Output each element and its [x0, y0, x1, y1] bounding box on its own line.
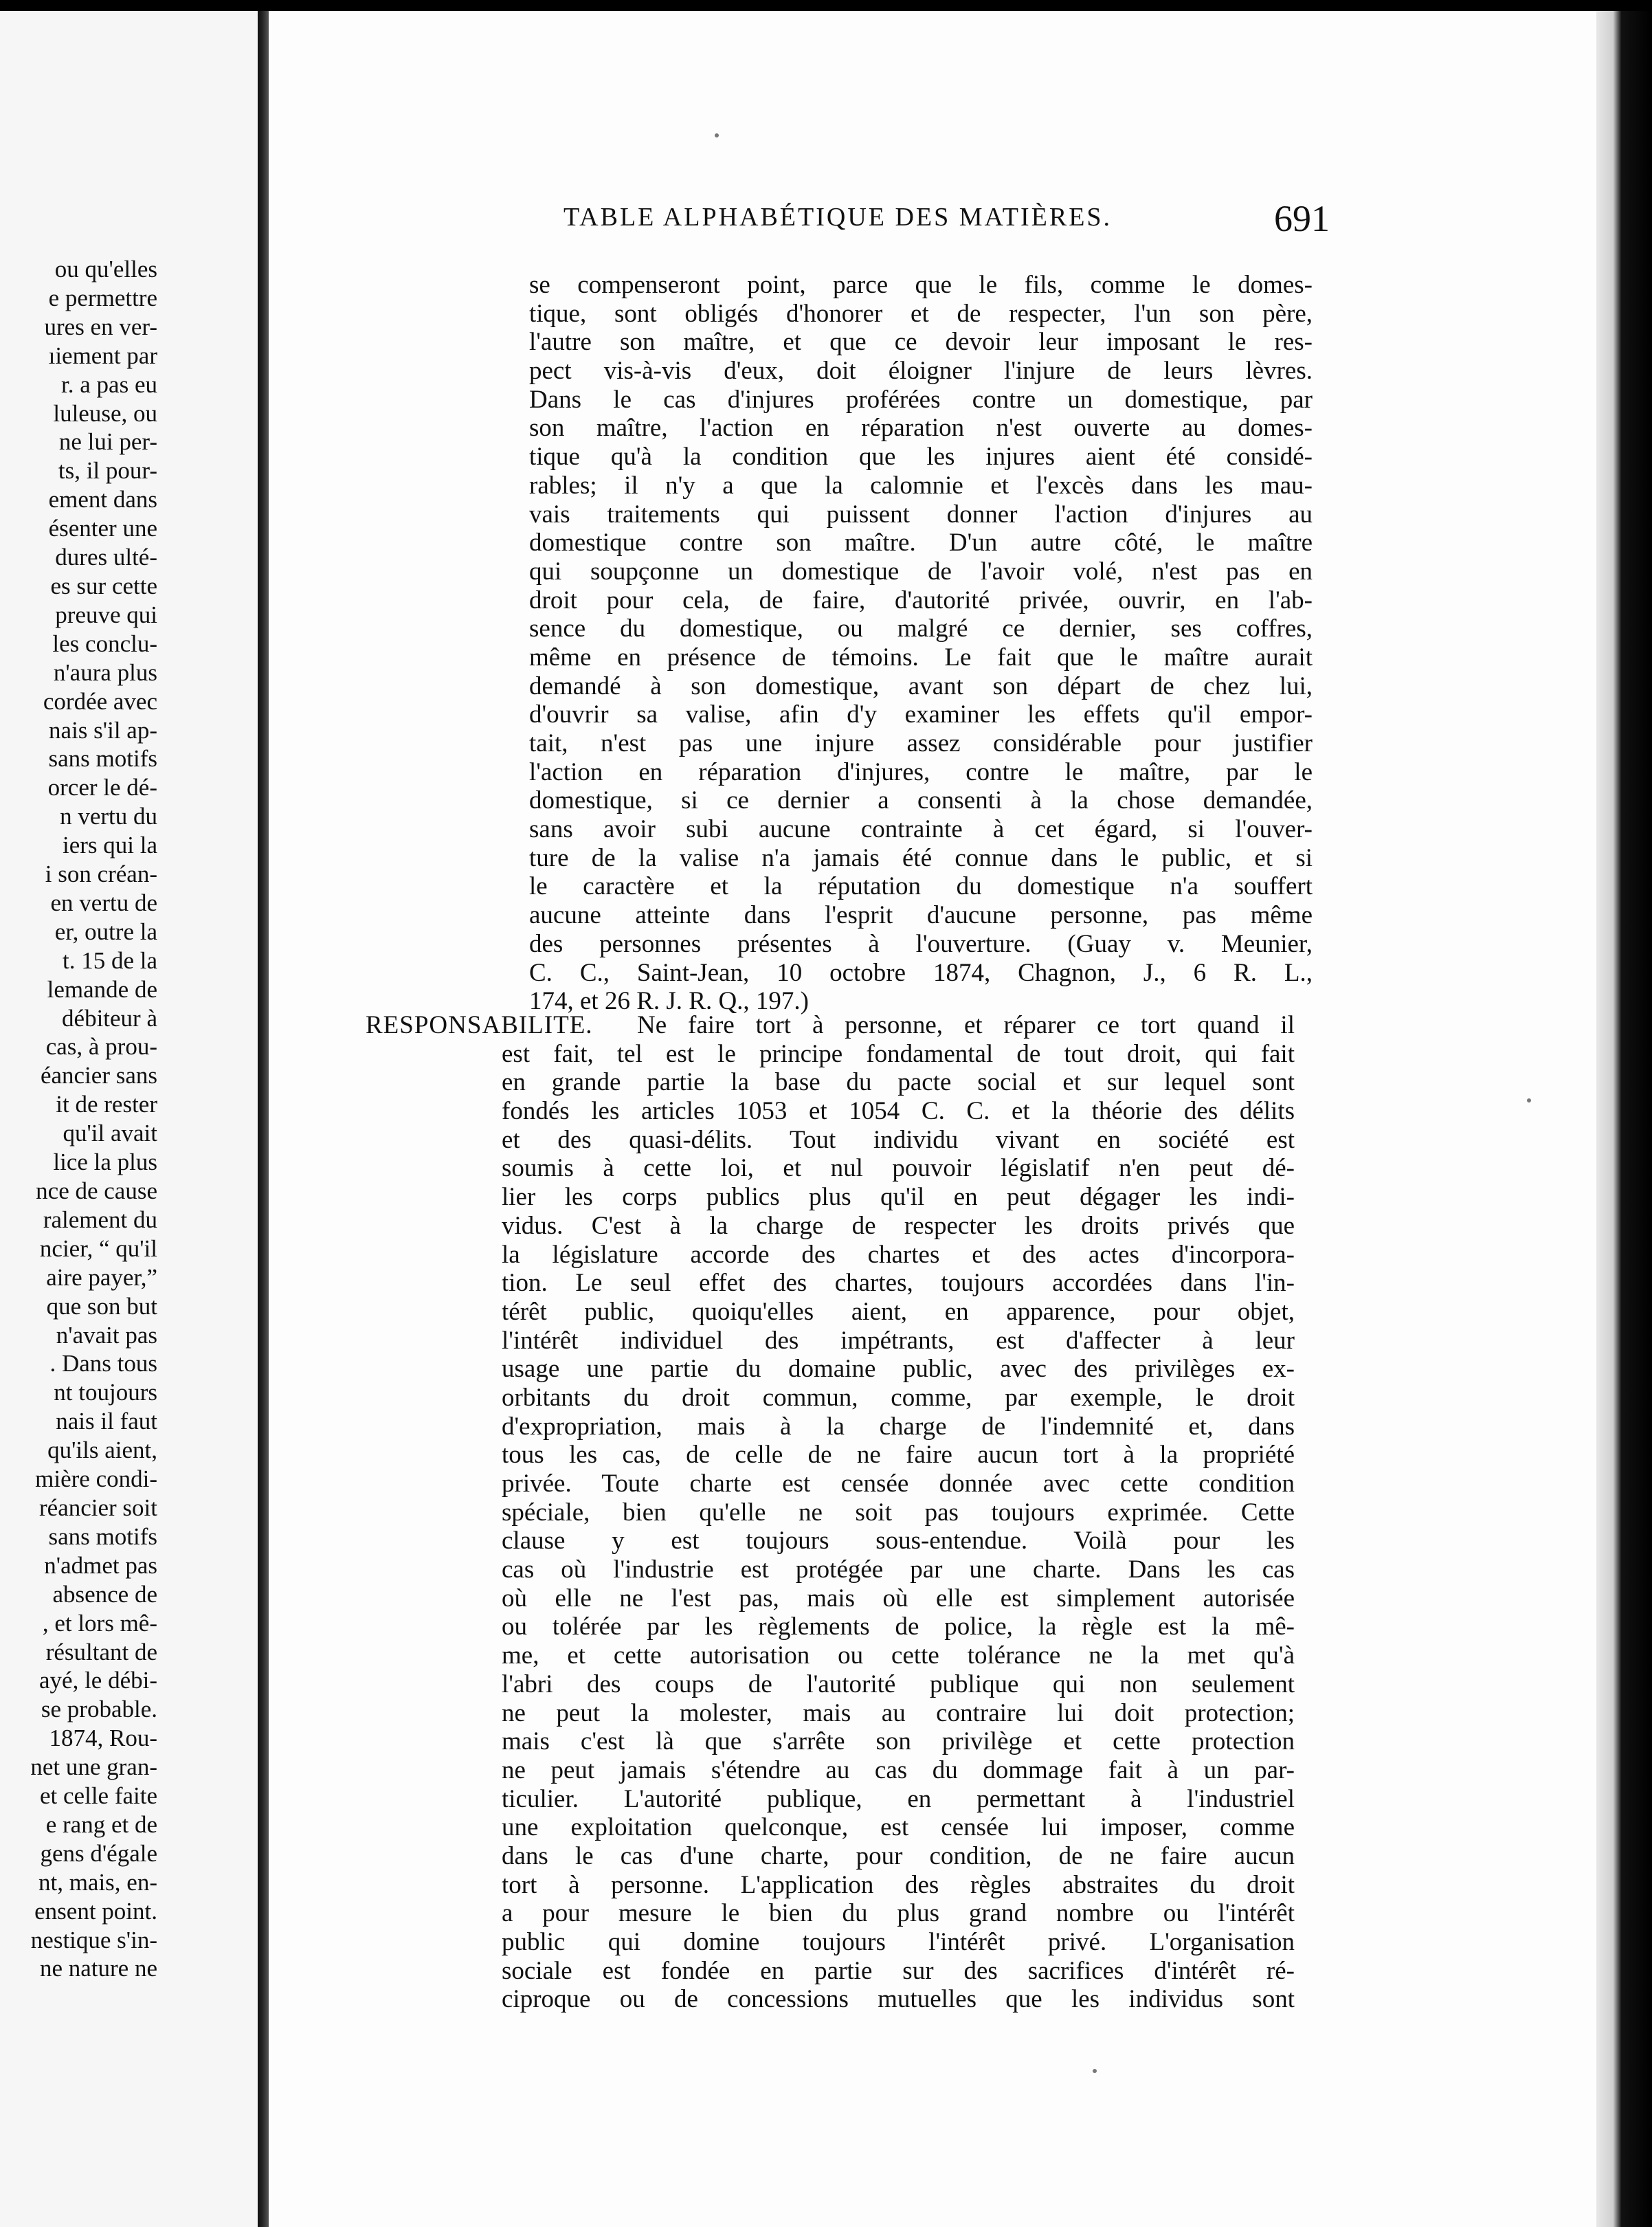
entry-line: une exploitation quelconque, est censée lui imposer, comme: [502, 1813, 1295, 1842]
scan-border-top: [0, 0, 1652, 11]
entry-line: l'action en réparation d'injures, contre le maître, par le: [529, 757, 1313, 786]
entry-line: aucune atteinte dans l'esprit d'aucune personne, pas même: [529, 901, 1313, 930]
left-page-line: nt toujours: [54, 1379, 157, 1406]
entry-line: C. C., Saint-Jean, 10 octobre 1874, Chagnon, J., 6 R. L.,: [529, 958, 1313, 987]
entry-line: rables; il n'y a que la calomnie et l'excès dans les mau-: [529, 471, 1313, 500]
left-page-line: les conclu-: [52, 630, 157, 657]
entry-line: 174, et 26 R. J. R. Q., 197.): [529, 987, 809, 1016]
left-page-line: 1874, Rou-: [49, 1725, 157, 1752]
left-page-line: sans motifs: [48, 1522, 157, 1550]
left-page-line: ne lui per-: [58, 428, 157, 456]
left-page-line: preuve qui: [55, 601, 157, 628]
entry-line: ne peut la molester, mais au contraire lui doit protection;: [502, 1698, 1295, 1727]
entry-headword: RESPONSABILITE.: [366, 1011, 593, 1039]
entry-line: d'ouvrir sa valise, afin d'y examiner les effets qu'il empor-: [529, 700, 1313, 729]
left-page-line: it de rester: [56, 1091, 157, 1118]
left-page-line: lemande de: [47, 975, 157, 1003]
entry-line: fondés les articles 1053 et 1054 C. C. et la théorie des délits: [502, 1097, 1295, 1126]
left-page-line: nce de cause: [36, 1177, 157, 1204]
left-page-line: résultant de: [45, 1638, 157, 1665]
entry-line: tous les cas, de celle de ne faire aucun tort à la propriété: [502, 1441, 1295, 1470]
left-page-line: nestique s'in-: [30, 1926, 157, 1953]
entry-line: me, et cette autorisation ou cette tolérance ne la met qu'à: [502, 1641, 1295, 1670]
page-number: 691: [1274, 198, 1330, 239]
left-page-line: se probable.: [41, 1696, 157, 1723]
left-page-line: es sur cette: [50, 572, 157, 599]
entry-line: d'expropriation, mais à la charge de l'indemnité et, dans: [502, 1412, 1295, 1441]
entry-line: où elle ne l'est pas, mais où elle est simplement autorisée: [502, 1584, 1295, 1613]
left-page-line: n vertu du: [60, 803, 157, 830]
entry-line: a pour mesure le bien du plus grand nombre ou l'intérêt: [502, 1899, 1295, 1928]
left-page-line: qu'il avait: [63, 1120, 157, 1147]
entry-line: sence du domestique, ou malgré ce dernier, ses coffres,: [529, 614, 1313, 643]
entry-line: vidus. C'est à la charge de respecter les droits privés que: [502, 1211, 1295, 1240]
entry-line: demandé à son domestique, avant son départ de chez lui,: [529, 672, 1313, 700]
running-head: TABLE ALPHABÉTIQUE DES MATIÈRES.: [563, 203, 1113, 232]
scan-speck: [1527, 1098, 1531, 1103]
entry-line: sociale est fondée en partie sur des sacrifices d'intérêt ré-: [502, 1956, 1295, 1985]
left-page-line: ou qu'elles: [54, 256, 157, 282]
entry-line: clause y est toujours sous-entendue. Voilà pour les: [502, 1527, 1295, 1555]
entry-line: Dans le cas d'injures proférées contre un domestique, par: [529, 385, 1313, 414]
left-page-line: que son but: [46, 1292, 157, 1320]
left-page-line: ayé, le débi-: [39, 1667, 157, 1694]
entry-line: pect vis-à-vis d'eux, doit éloigner l'injure de leurs lèvres.: [529, 357, 1313, 386]
entry-line: se compenseront point, parce que le fils, comme le domes-: [529, 271, 1313, 299]
left-page-line: net une gran-: [30, 1753, 157, 1781]
entry-line: et des quasi-délits. Tout individu vivant en société est: [502, 1125, 1295, 1154]
entry-line: soumis à cette loi, et nul pouvoir législatif n'en peut dé-: [502, 1154, 1295, 1183]
entry-line: l'abri des coups de l'autorité publique qui non seulement: [502, 1670, 1295, 1698]
left-page-line: nais s'il ap-: [49, 716, 157, 744]
entry-line: sans avoir subi aucune contrainte à cet égard, si l'ouver-: [529, 815, 1313, 844]
left-page-line: ne nature ne: [39, 1955, 157, 1982]
left-page-line: aire payer,”: [46, 1263, 157, 1291]
left-page-line: lice la plus: [53, 1149, 157, 1176]
left-page-line: en vertu de: [50, 889, 157, 916]
left-page-line: orcer le dé-: [47, 774, 157, 801]
entry-line: spéciale, bien qu'elle ne soit pas toujours exprimée. Cette: [502, 1498, 1295, 1527]
left-page-line: cordée avec: [43, 687, 157, 715]
left-page-line: ures en ver-: [44, 313, 157, 340]
left-page-line: débiteur à: [62, 1004, 157, 1032]
left-page-line: nais il faut: [56, 1408, 157, 1435]
entry-line: tion. Le seul effet des chartes, toujours accordées dans l'in-: [502, 1269, 1295, 1298]
left-page-line: ıiement par: [48, 342, 157, 369]
entry-line: est fait, tel est le principe fondamental de tout droit, qui fait: [502, 1039, 1295, 1068]
left-page-line: n'aura plus: [53, 658, 157, 686]
entry-line: lier les corps publics plus qu'il en peut dégager les indi-: [502, 1183, 1295, 1212]
entry-line: en grande partie la base du pacte social et sur lequel sont: [502, 1068, 1295, 1097]
left-page-line: et celle faite: [40, 1782, 157, 1810]
left-page-line: sans motifs: [48, 745, 157, 773]
scan-speck: [715, 133, 719, 137]
left-page-line: éancier sans: [40, 1062, 157, 1089]
left-page-line: ésenter une: [48, 515, 157, 542]
entry-line: tait, n'est pas une injure assez considérable pour justifier: [529, 729, 1313, 757]
left-page-line: ncier, “ qu'il: [39, 1234, 157, 1262]
left-page-line: t. 15 de la: [62, 946, 157, 974]
entry-line: orbitants du droit commun, comme, par exemple, le droit: [502, 1383, 1295, 1412]
entry-line: domestique, si ce dernier a consenti à la chose demandée,: [529, 786, 1313, 815]
entry-line: tique qu'à la condition que les injures aient été considé-: [529, 443, 1313, 472]
left-page-line: luleuse, ou: [53, 399, 157, 427]
left-page-line: er, outre la: [54, 918, 157, 945]
scan-border-right: [1596, 11, 1652, 2227]
left-page-line: dures ulté-: [55, 544, 157, 571]
entry-line: domestique contre son maître. D'un autre côté, le maître: [529, 529, 1313, 557]
entry-line: tort à personne. L'application des règles abstraites du droit: [502, 1870, 1295, 1899]
left-page-line: ensent point.: [34, 1897, 157, 1925]
entry-line: mais c'est là que s'arrête son privilège et cette protection: [502, 1727, 1295, 1756]
left-page-line: , et lors mê-: [42, 1609, 157, 1637]
left-page-text-column: [0, 255, 157, 1983]
left-page-line: ralement du: [43, 1206, 157, 1233]
left-page-line: n'admet pas: [44, 1551, 157, 1579]
left-page-line: gens d'égale: [40, 1839, 157, 1867]
entry-line: droit pour cela, de faire, d'autorité privée, ouvrir, en l'ab-: [529, 586, 1313, 614]
left-page-line: mière condi-: [35, 1465, 157, 1493]
entry-line: ou tolérée par les règlements de police, la règle est la mê-: [502, 1613, 1295, 1641]
entry-responsabilite: [366, 1011, 1295, 2014]
entry-line: la législature accorde des chartes et des actes d'incorpora-: [502, 1240, 1295, 1269]
entry-line: ticulier. L'autorité publique, en permettant à l'industriel: [502, 1784, 1295, 1813]
entry-line: même en présence de témoins. Le fait que le maître aurait: [529, 643, 1313, 672]
left-page-line: ts, il pour-: [58, 457, 157, 485]
entry-line: public qui domine toujours l'intérêt privé. L'organisation: [502, 1928, 1295, 1956]
entry-line: qui soupçonne un domestique de l'avoir volé, n'est pas en: [529, 557, 1313, 586]
entry-line: usage une partie du domaine public, avec des privilèges ex-: [502, 1355, 1295, 1384]
entry-line: le caractère et la réputation du domestique n'a souffert: [529, 872, 1313, 901]
entry-line: privée. Toute charte est censée donnée avec cette condition: [502, 1470, 1295, 1498]
entry-line: dans le cas d'une charte, pour condition, de ne faire aucun: [502, 1841, 1295, 1870]
entry-line: tique, sont obligés d'honorer et de respecter, l'un son père,: [529, 299, 1313, 328]
entry-line: l'intérêt individuel des impétrants, est d'affecter à leur: [502, 1326, 1295, 1355]
left-page-line: n'avait pas: [56, 1321, 157, 1349]
entry-line: térêt public, quoiqu'elles aient, en apparence, pour objet,: [502, 1297, 1295, 1326]
entry-line: ture de la valise n'a jamais été connue dans le public, et si: [529, 843, 1313, 872]
entry-line: l'autre son maître, et que ce devoir leur imposant le res-: [529, 328, 1313, 357]
left-page-line: cas, à prou-: [45, 1033, 157, 1061]
left-page-line: ement dans: [48, 486, 157, 513]
left-page-line: . Dans tous: [49, 1350, 157, 1377]
left-page-line: i son créan-: [45, 861, 157, 888]
scan-speck: [1093, 2069, 1097, 2073]
entry-line: cas où l'industrie est protégée par une charte. Dans les cas: [502, 1555, 1295, 1584]
entry-line: des personnes présentes à l'ouverture. (Guay v. Meunier,: [529, 929, 1313, 958]
left-page-line: e permettre: [48, 284, 157, 311]
entry-line: Ne faire tort à personne, et réparer ce tort quand il: [637, 1011, 1295, 1039]
left-page-line: r. a pas eu: [61, 370, 157, 398]
entry-line: ciproque ou de concessions mutuelles que les individus sont: [502, 1985, 1295, 2014]
left-page-line: qu'ils aient,: [47, 1437, 157, 1464]
entry-line: son maître, l'action en réparation n'est ouverte au domes-: [529, 414, 1313, 443]
book-gutter: [258, 11, 269, 2227]
entry-line: vais traitements qui puissent donner l'action d'injures au: [529, 500, 1313, 529]
left-facing-page: [0, 11, 258, 2227]
left-page-line: iers qui la: [62, 832, 157, 859]
entry-line: ne peut jamais s'étendre au cas du dommage fait à un par-: [502, 1755, 1295, 1784]
left-page-line: réancier soit: [39, 1494, 157, 1521]
left-page-line: e rang et de: [45, 1810, 157, 1838]
left-page-line: absence de: [52, 1580, 157, 1608]
entry-continuation: [529, 271, 1313, 1016]
left-page-line: nt, mais, en-: [38, 1868, 157, 1896]
